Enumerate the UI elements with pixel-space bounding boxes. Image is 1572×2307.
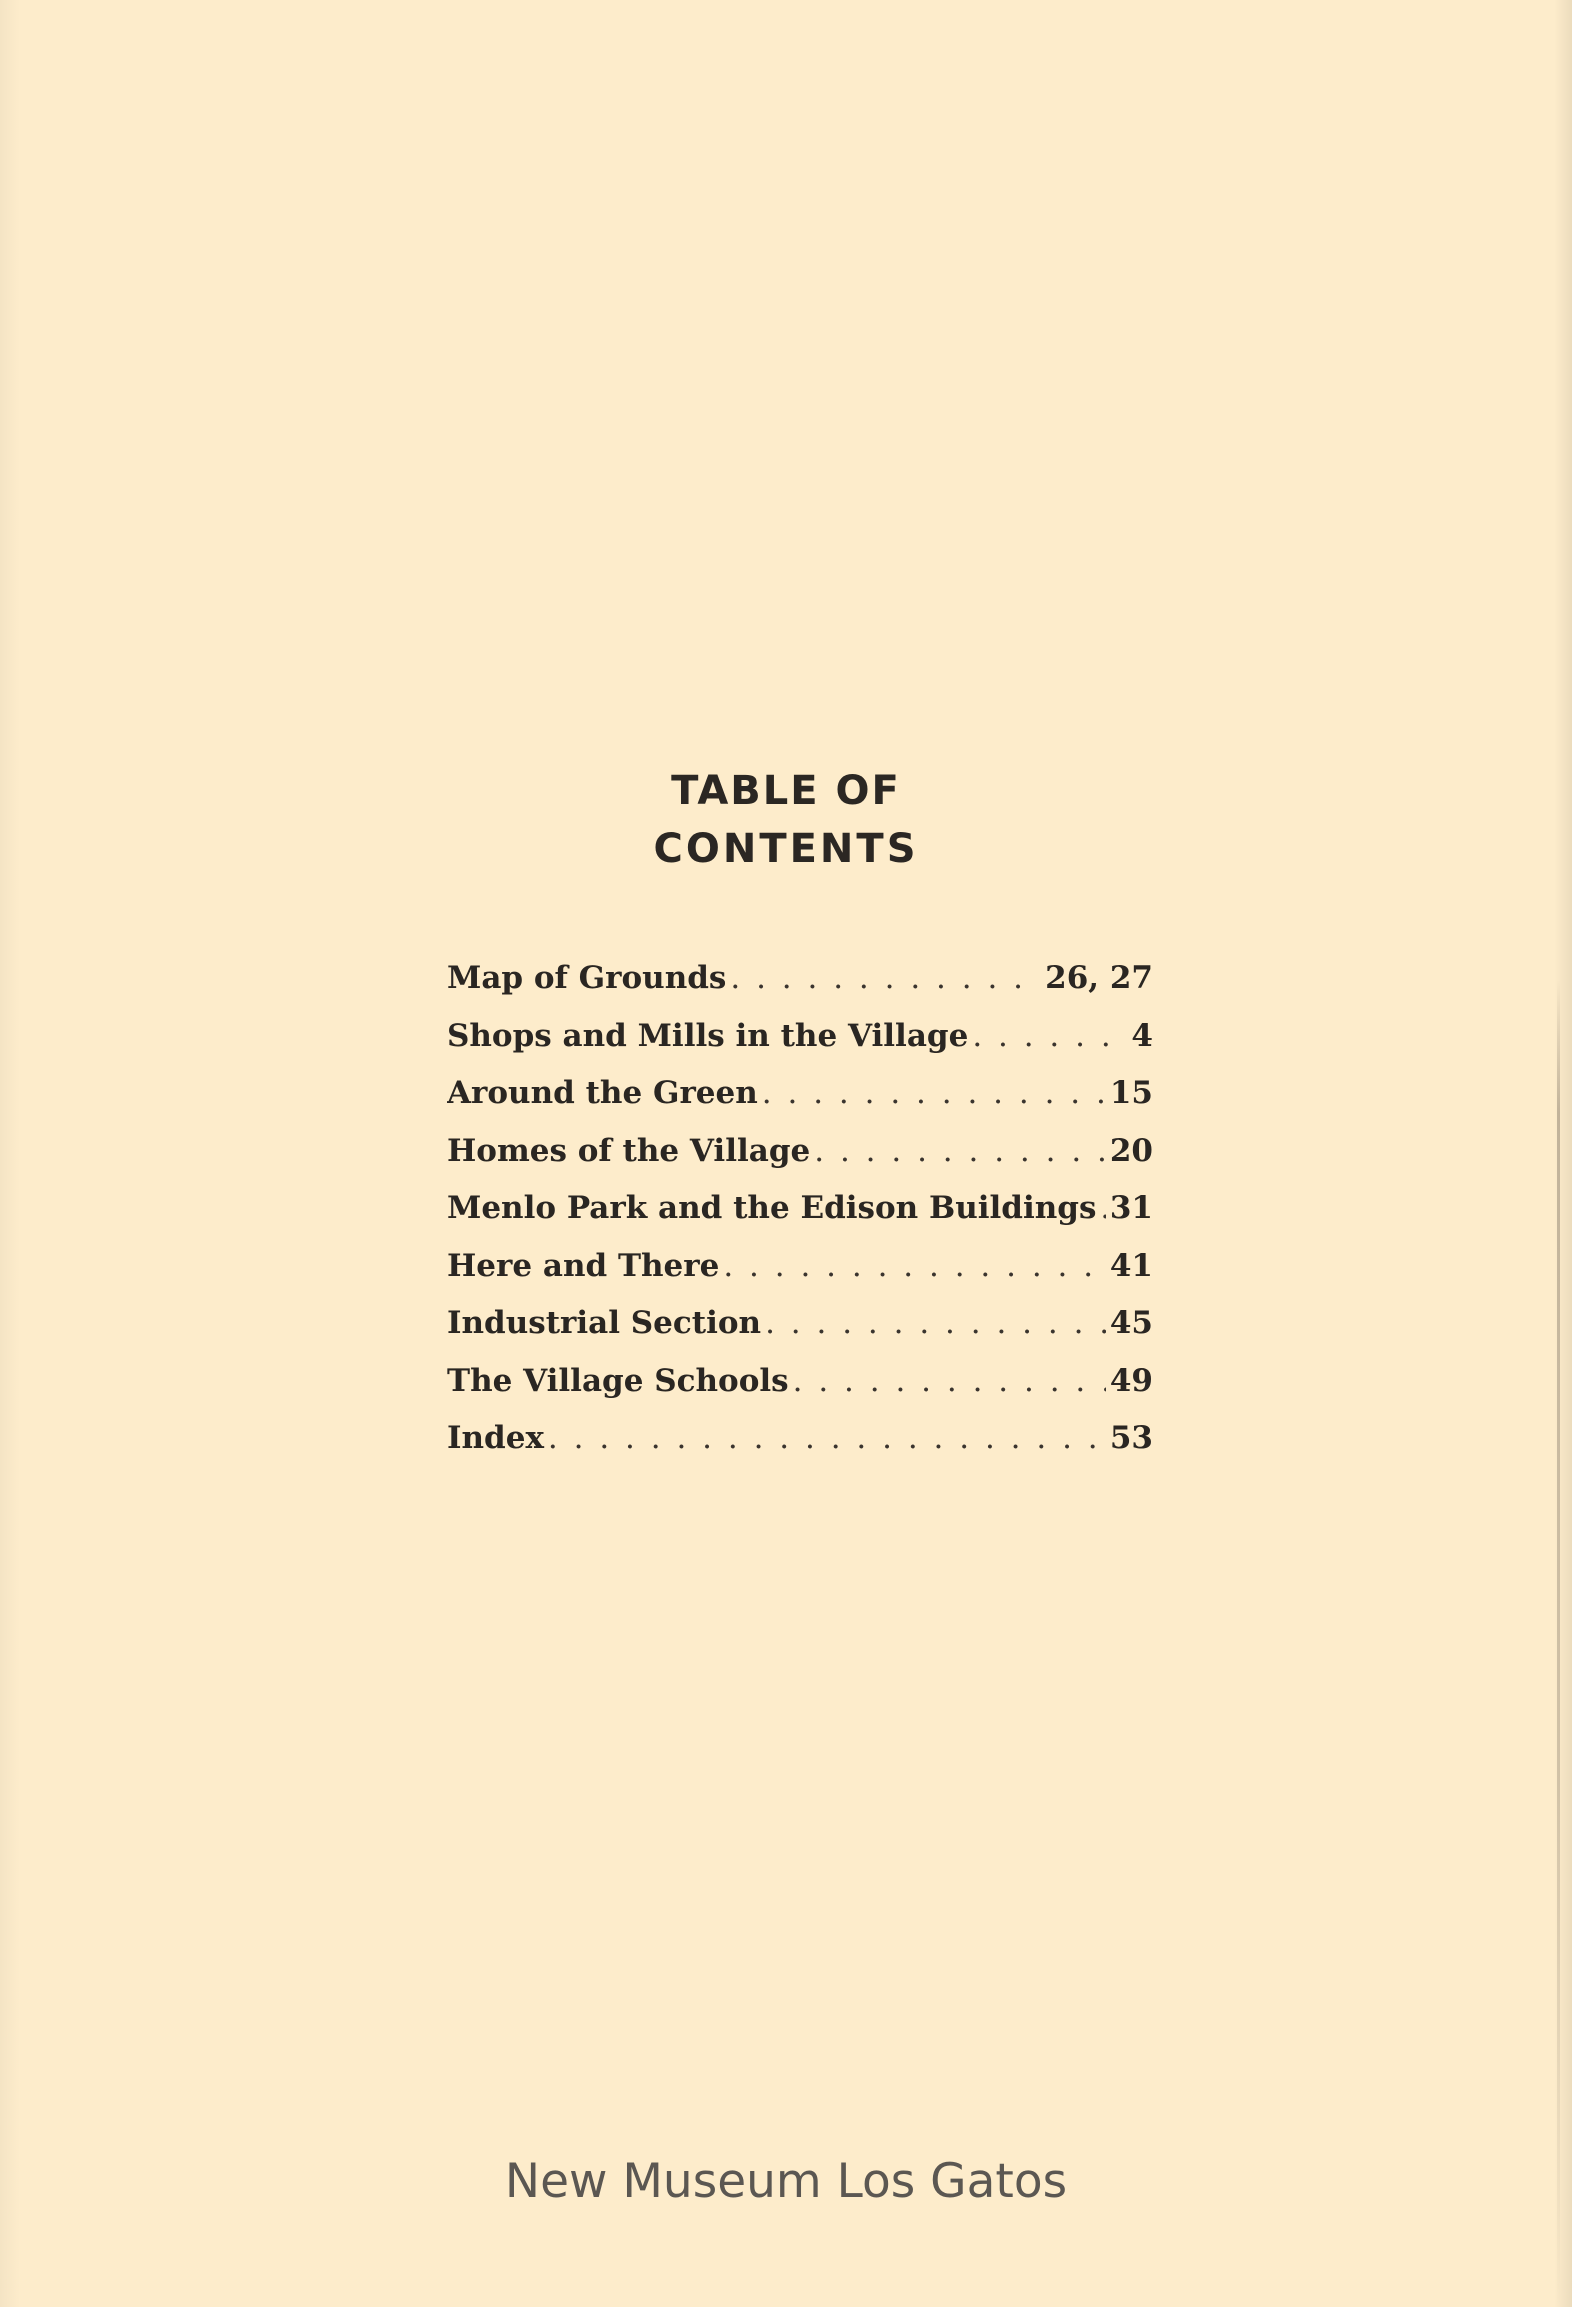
toc-list xyxy=(447,960,1153,1478)
toc-entry-pages: 4 xyxy=(1131,1017,1153,1054)
toc-entry-label: Menlo Park and the Edison Buildings xyxy=(447,1190,1097,1226)
toc-entry-pages: 26, 27 xyxy=(1045,960,1153,996)
dot-leader xyxy=(814,1133,1106,1169)
toc-entry-label: Index xyxy=(447,1420,544,1456)
toc-entry-pages: 49 xyxy=(1109,1362,1153,1399)
dot-leader xyxy=(723,1248,1106,1284)
toc-entry-label: Industrial Section xyxy=(447,1305,762,1341)
toc-title-line-1: TABLE OF xyxy=(671,768,901,814)
toc-entry xyxy=(447,1363,1153,1421)
toc-entry-pages: 41 xyxy=(1109,1247,1153,1284)
toc-entry xyxy=(447,960,1153,1018)
toc-entry xyxy=(447,1133,1153,1191)
toc-entry xyxy=(447,1420,1153,1478)
dot-leader xyxy=(765,1305,1106,1341)
toc-entry-label: Shops and Mills in the Village xyxy=(447,1017,969,1054)
toc-entry-pages: 15 xyxy=(1109,1075,1153,1111)
toc-entry-label: Homes of the Village xyxy=(447,1132,811,1169)
dot-leader xyxy=(793,1363,1106,1399)
dot-leader xyxy=(762,1075,1106,1111)
toc-entry-label: Here and There xyxy=(447,1247,720,1284)
toc-entry xyxy=(447,1018,1153,1076)
page-edge-shadow xyxy=(1557,980,1560,2307)
dot-leader xyxy=(1100,1190,1105,1226)
toc-title-line-2: CONTENTS xyxy=(653,826,919,872)
toc-entry-pages: 20 xyxy=(1109,1132,1153,1169)
toc-entry-label: Around the Green xyxy=(447,1075,758,1111)
toc-entry xyxy=(447,1248,1153,1306)
toc-entry-pages: 31 xyxy=(1109,1190,1153,1226)
toc-entry xyxy=(447,1190,1153,1248)
watermark-text: New Museum Los Gatos xyxy=(504,2154,1068,2209)
toc-entry-pages: 45 xyxy=(1109,1305,1153,1341)
dot-leader xyxy=(972,1018,1127,1054)
toc-entry-pages: 53 xyxy=(1109,1420,1153,1456)
toc-entry-label: Map of Grounds xyxy=(447,960,727,996)
dot-leader xyxy=(730,960,1041,996)
toc-entry xyxy=(447,1075,1153,1133)
toc-entry-label: The Village Schools xyxy=(447,1362,789,1399)
dot-leader xyxy=(548,1420,1106,1456)
toc-entry xyxy=(447,1305,1153,1363)
